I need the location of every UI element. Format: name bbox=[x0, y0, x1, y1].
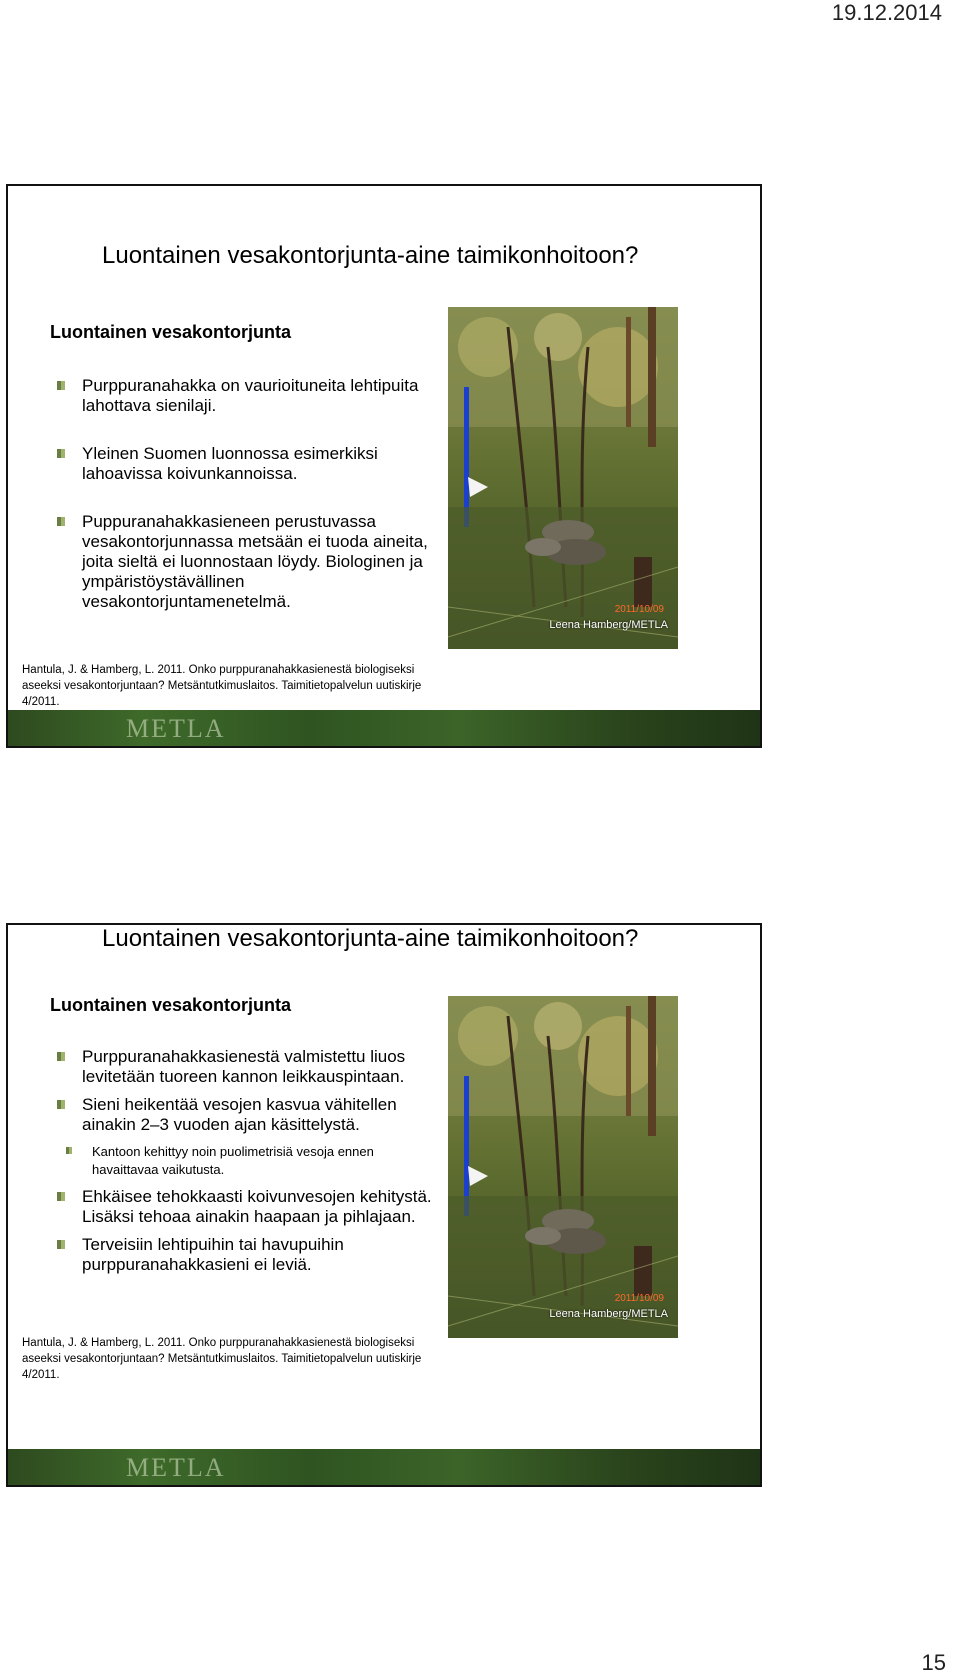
square-bullet-icon bbox=[57, 1240, 65, 1249]
square-bullet-icon bbox=[57, 1192, 65, 1201]
slide-1 bbox=[6, 184, 762, 748]
square-bullet-icon bbox=[57, 449, 65, 458]
bullet-item bbox=[56, 444, 436, 484]
square-bullet-icon bbox=[57, 1052, 65, 1061]
slide-subtitle: Luontainen vesakontorjunta bbox=[50, 322, 292, 342]
citation: Hantula, J. & Hamberg, L. 2011. Onko purppuranahakkasienestä biologiseksi aseeksi vesakontorjuntaan? Metsäntutkimuslaitos. Taimitietopalvelun uutiskirje 4/2011. bbox=[22, 664, 422, 708]
page-date: 19.12.2014 bbox=[831, 0, 942, 25]
slide-footer-band bbox=[8, 710, 760, 746]
page-number: 15 bbox=[921, 1650, 946, 1675]
fungus-photo bbox=[448, 307, 678, 649]
bullet-text: Yleinen Suomen luonnossa esimerkiksi lahoavissa koivunkannoissa. bbox=[82, 444, 378, 483]
photo-date-stamp: 2011/10/09 bbox=[614, 1293, 664, 1304]
bullet-item bbox=[56, 1047, 436, 1087]
bullet-item bbox=[56, 376, 436, 416]
bullet-item bbox=[56, 1235, 436, 1275]
citation: Hantula, J. & Hamberg, L. 2011. Onko purppuranahakkasienestä biologiseksi aseeksi vesakontorjuntaan? Metsäntutkimuslaitos. Taimitietopalvelun uutiskirje 4/2011. bbox=[22, 1337, 422, 1381]
fungus-photo bbox=[448, 996, 678, 1338]
bullet-text: Purppuranahakka on vaurioituneita lehtipuita lahottava sienilaji. bbox=[82, 376, 419, 415]
bullet-item bbox=[56, 1095, 436, 1135]
square-bullet-icon bbox=[66, 1147, 72, 1154]
bullet-text: Ehkäisee tehokkaasti koivunvesojen kehitystä. Lisäksi tehoaa ainakin haapaan ja pihlajaan. bbox=[82, 1187, 432, 1226]
photo-illustration bbox=[448, 307, 678, 649]
photo-illustration bbox=[448, 996, 678, 1338]
square-bullet-icon bbox=[57, 1100, 65, 1109]
photo-date-stamp: 2011/10/09 bbox=[614, 604, 664, 615]
bullet-list bbox=[56, 376, 436, 640]
bullet-text: Kantoon kehittyy noin puolimetrisiä vesoja ennen havaittavaa vaikutusta. bbox=[92, 1144, 374, 1177]
square-bullet-icon bbox=[57, 381, 65, 390]
metla-logo: METLA bbox=[126, 714, 226, 743]
slide-subtitle: Luontainen vesakontorjunta bbox=[50, 995, 292, 1015]
bullet-item bbox=[56, 512, 436, 612]
bullet-text: Sieni heikentää vesojen kasvua vähitellen ainakin 2–3 vuoden ajan käsittelystä. bbox=[82, 1095, 397, 1134]
bullet-text: Purppuranahakkasienestä valmistettu liuos levitetään tuoreen kannon leikkauspintaan. bbox=[82, 1047, 406, 1086]
slide-2 bbox=[6, 923, 762, 1487]
slide-title: Luontainen vesakontorjunta-aine taimikonhoitoon? bbox=[102, 925, 639, 952]
slide-title: Luontainen vesakontorjunta-aine taimikonhoitoon? bbox=[102, 242, 639, 269]
photo-credit: Leena Hamberg/METLA bbox=[549, 1308, 668, 1320]
bullet-list bbox=[56, 1047, 436, 1283]
slide-footer-band bbox=[8, 1449, 760, 1485]
metla-logo: METLA bbox=[126, 1453, 226, 1482]
square-bullet-icon bbox=[57, 517, 65, 526]
bullet-text: Terveisiin lehtipuihin tai havupuihin purppuranahakkasieni ei leviä. bbox=[82, 1235, 344, 1274]
sub-bullet-item bbox=[60, 1143, 436, 1179]
photo-credit: Leena Hamberg/METLA bbox=[549, 619, 668, 631]
bullet-text: Puppuranahakkasieneen perustuvassa vesakontorjunnassa metsään ei tuoda aineita, joita sieltä ei luonnostaan löydy. Biologinen ja ympäristöystävällinen vesakontorjuntamenetelmä. bbox=[82, 512, 428, 611]
bullet-item bbox=[56, 1187, 436, 1227]
